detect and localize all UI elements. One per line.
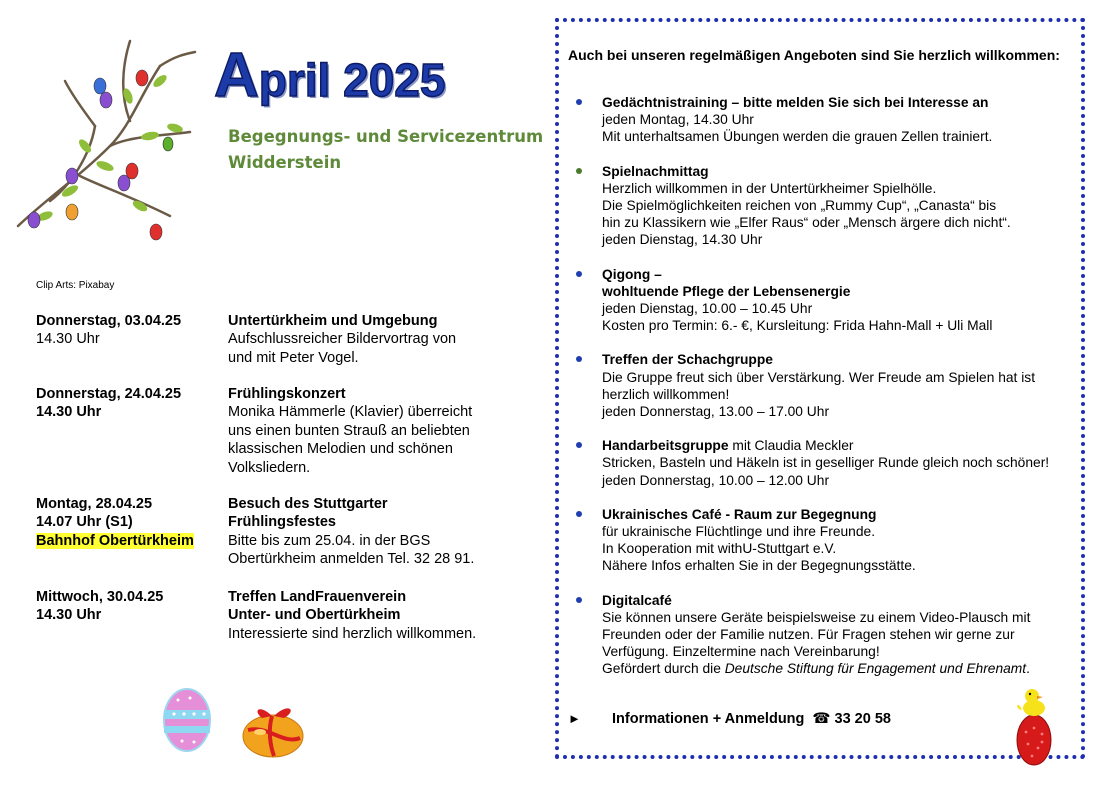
bullet-icon <box>576 511 582 517</box>
title-initial: A <box>214 41 259 110</box>
offer-heading: Qigong – <box>602 266 662 282</box>
list-item: Qigong – wohltuende Pflege der Lebensenergie jeden Dienstag, 10.00 – 10.45 Uhr Kosten pro Termin: 6.- €, Kursleitung: Frida Hahn-Mall + Uli Mall <box>572 266 1082 335</box>
phone-number[interactable]: 33 20 58 <box>834 711 891 727</box>
funder-name: Deutsche Stiftung für Engagement und Ehrenamt <box>724 661 1027 677</box>
event-date: Montag, 28.04.25 14.07 Uhr (S1) Bahnhof Obertürkheim <box>36 496 194 549</box>
event-title: Frühlingskonzert <box>228 386 346 402</box>
bullet-icon <box>576 356 582 362</box>
bullet-icon <box>576 271 582 277</box>
org-line-2: Widderstein <box>228 153 342 172</box>
offers-intro: Auch bei unseren regelmäßigen Angeboten sind Sie herzlich willkommen: <box>568 47 1060 63</box>
event-date: Donnerstag, 03.04.25 14.30 Uhr <box>36 313 182 348</box>
chick-on-egg-icon <box>1010 684 1060 768</box>
event-date: Mittwoch, 30.04.25 14.30 Uhr <box>36 589 164 624</box>
event-title: Besuch des Stuttgarter <box>228 496 388 512</box>
easter-branch-icon <box>10 36 200 246</box>
bullet-icon <box>576 99 582 105</box>
bullet-icon <box>576 597 582 603</box>
event-title: Treffen LandFrauenverein <box>228 589 407 605</box>
event-date: Donnerstag, 24.04.25 14.30 Uhr <box>36 386 182 421</box>
easter-egg-pink-icon <box>160 686 216 754</box>
event-details: Untertürkheim und Umgebung Aufschlussreicher Bildervortrag von und mit Peter Vogel. <box>228 312 518 367</box>
offer-heading: Ukrainisches Café - Raum zur Begegnung <box>602 506 877 522</box>
organization-name <box>228 124 548 176</box>
page-title <box>214 40 474 111</box>
offer-heading: Spielnachmittag <box>602 163 709 179</box>
list-item: Gedächtnistraining – bitte melden Sie sich bei Interesse an jeden Montag, 14.30 Uhr Mit unterhaltsamen Übungen werden die grauen Zellen trainiert. <box>572 94 1082 146</box>
meeting-point-highlight: Bahnhof Obertürkheim <box>36 532 194 549</box>
clip-credit: Clip Arts: Pixabay <box>36 280 115 291</box>
list-item: Digitalcafé Sie können unsere Geräte beispielsweise zu einem Video-Plausch mit Freunden oder der Familie nutzen. Für Fragen stehen wir gerne zur Verfügung. Einzeltermine nach Vereinbarung! Gefördert durch die Deutsche Stiftung für Engagement und Ehrenamt. <box>572 592 1082 678</box>
offer-heading: Handarbeitsgruppe <box>602 438 729 454</box>
title-rest: pril 2025 <box>258 54 446 106</box>
list-item: Ukrainisches Café - Raum zur Begegnung für ukrainische Flüchtlinge und ihre Freunde. In Kooperation mit withU-Stuttgart e.V. Nähere Infos erhalten Sie in der Begegnungsstätte. <box>572 506 1082 575</box>
offer-heading: Gedächtnistraining – bitte melden Sie sich bei Interesse an <box>602 95 989 110</box>
bullet-icon <box>576 442 582 448</box>
offer-heading: Treffen der Schachgruppe <box>602 352 773 368</box>
event-details: Frühlingskonzert Monika Hämmerle (Klavier) überreicht uns einen bunten Strauß an beliebten klassischen Melodien und schönen Volksliedern. <box>228 385 518 477</box>
bullet-icon <box>576 168 582 174</box>
org-line-1: Begegnungs- und Servicezentrum <box>228 127 544 146</box>
easter-egg-gift-icon <box>238 700 308 760</box>
event-title: Untertürkheim und Umgebung <box>228 313 438 329</box>
list-item: Handarbeitsgruppe mit Claudia Meckler Stricken, Basteln und Häkeln ist in geselliger Runde gleich noch schöner! jeden Donnerstag, 10.00 – 12.00 Uhr <box>572 437 1082 489</box>
arrow-icon: ► <box>568 711 581 726</box>
phone-icon: ☎ <box>812 711 831 727</box>
event-details: Treffen LandFrauenverein Unter- und Obertürkheim Interessierte sind herzlich willkommen. <box>228 588 518 643</box>
offer-heading: Digitalcafé <box>602 592 672 608</box>
offers-list <box>572 94 1082 695</box>
list-item: Spielnachmittag Herzlich willkommen in der Untertürkheimer Spielhölle. Die Spielmöglichkeiten reichen von „Rummy Cup“, „Canasta“ bis hin zu Klassikern wie „Elfer Raus“ oder „Mensch ärgere dich nicht“. jeden Dienstag, 14.30 Uhr <box>572 163 1082 249</box>
list-item: Treffen der Schachgruppe Die Gruppe freut sich über Verstärkung. Wer Freude am Spielen hat ist herzlich willkommen! jeden Donnerstag, 13.00 – 17.00 Uhr <box>572 351 1082 420</box>
info-line <box>568 711 891 727</box>
info-label: Informationen + Anmeldung <box>612 711 805 727</box>
event-details: Besuch des Stuttgarter Frühlingsfestes Bitte bis zum 25.04. in der BGS Obertürkheim anmelden Tel. 32 28 91. <box>228 495 518 569</box>
